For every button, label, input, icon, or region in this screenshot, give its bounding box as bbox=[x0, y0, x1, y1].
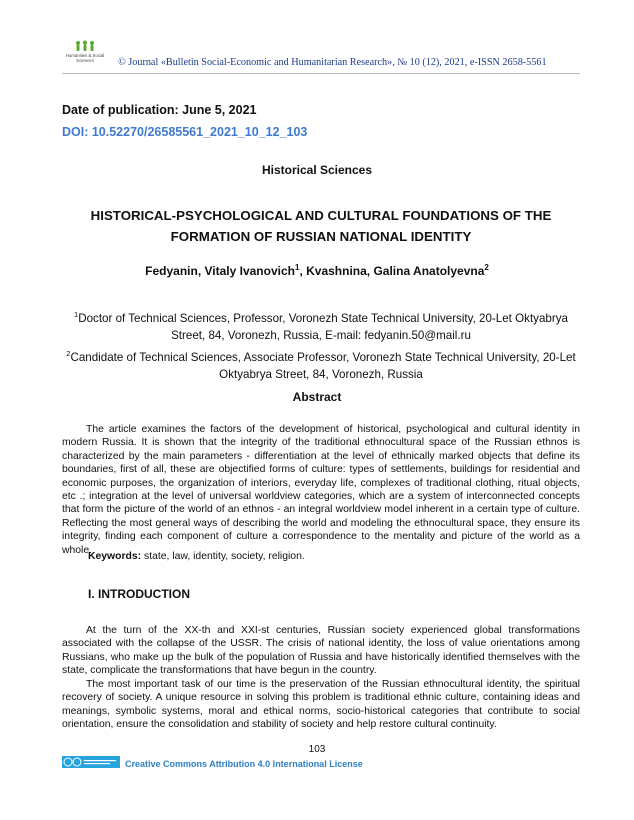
affiliation-marker: 1 bbox=[74, 310, 79, 319]
affiliation-text: Doctor of Technical Sciences, Professor, Voronezh State Technical University, 20-Let Oktyabrya bbox=[78, 311, 568, 325]
affiliations bbox=[62, 306, 580, 384]
keywords-value: state, law, identity, society, religion. bbox=[141, 551, 305, 562]
abstract-text: The article examines the factors of the development of historical, psychological and cultural identity in modern Russia. It is shown that the integrity of the traditional ethnocultural space of the Russian ethnos is characterized by the main parameters - differentiation at the level of ethnically marked objects that define its boundaries, first of all, these are objectified forms of culture: types of settlements, buildings for residential and economic purposes, the organization of interiors, everyday life, complexes of traditional clothing, ritual objects, etc .; integration at the level of universal worldview categories, which are a system of interconnected concepts that form the picture of the world of an ethnos - an integral worldview model inherent in a certain type of culture. Reflecting the most general ways of describing the world and modeling the ethnocultural space, they ensure its integrity, finding each component of culture a correspondence to the mentality and picture of the world as a whole. bbox=[62, 424, 580, 556]
author-separator: , bbox=[299, 264, 307, 278]
affiliation-line: Street, 84, Voronezh, Russia, E-mail: fedyanin.50@mail.ru bbox=[171, 329, 471, 343]
page-number: 103 bbox=[308, 744, 326, 755]
author-affiliation-marker: 2 bbox=[484, 263, 489, 272]
journal-logo-icon bbox=[62, 40, 108, 66]
author-name: Kvashnina, Galina Anatolyevna bbox=[306, 264, 485, 278]
logo-text-line1: Humanities & Social bbox=[65, 53, 105, 58]
introduction-paragraph: The most important task of our time is the preservation of the Russian ethnocultural identity, the spiritual recovery of society. A unique resource in solving this problem is traditional ethnic culture, containing ideas and meanings, symbolic systems, moral and ethical norms, socio-historical categories that contribute to social orientation, ensure the consolidation and stability of society and help restore cultural continuity. bbox=[62, 679, 580, 731]
author-name: Fedyanin, Vitaly Ivanovich bbox=[145, 264, 295, 278]
author-affiliation-marker: 1 bbox=[294, 263, 300, 272]
publication-date: Date of publication: June 5, 2021 bbox=[62, 103, 257, 117]
header-divider bbox=[62, 73, 580, 74]
title-line: FORMATION OF RUSSIAN NATIONAL IDENTITY bbox=[170, 229, 472, 244]
introduction-paragraph: At the turn of the XX-th and XXI-st centuries, Russian society experienced global transformations associated with the collapse of the USSR. The crisis of national identity, the loss of value orientations among Russians, who make up the bulk of the population of Russia and have historically identified themselves with the state, complicate the transformations that have begun in the country. bbox=[62, 625, 580, 677]
introduction-heading: I. INTRODUCTION bbox=[88, 587, 190, 601]
keywords bbox=[88, 551, 305, 562]
affiliation-line bbox=[62, 345, 580, 366]
logo-text-line2: Sciences bbox=[76, 58, 94, 63]
affiliation-text: Candidate of Technical Sciences, Associate Professor, Voronezh State Technical University, 20-Let bbox=[70, 350, 576, 364]
author-list bbox=[0, 263, 634, 278]
affiliation-marker: 2 bbox=[66, 348, 71, 358]
title-line: HISTORICAL-PSYCHOLOGICAL AND CULTURAL FOUNDATIONS OF THE bbox=[90, 208, 552, 223]
abstract-heading: Abstract bbox=[292, 390, 342, 404]
keywords-label: Keywords: bbox=[88, 551, 142, 562]
paper-title bbox=[62, 205, 580, 247]
affiliation-line bbox=[62, 306, 580, 327]
affiliation-line: Oktyabrya Street, 84, Voronezh, Russia bbox=[219, 368, 423, 382]
journal-citation-line: © Journal «Bulletin Social-Economic and Humanitarian Research», № 10 (12), 2021, e-ISSN 2658-5561 bbox=[118, 57, 547, 68]
doi-link[interactable]: DOI: 10.52270/26585561_2021_10_12_103 bbox=[62, 125, 308, 139]
section-heading: Historical Sciences bbox=[261, 163, 373, 177]
cc-license-badge-icon[interactable] bbox=[62, 756, 120, 768]
license-link[interactable]: Creative Commons Attribution 4.0 International License bbox=[125, 759, 363, 769]
